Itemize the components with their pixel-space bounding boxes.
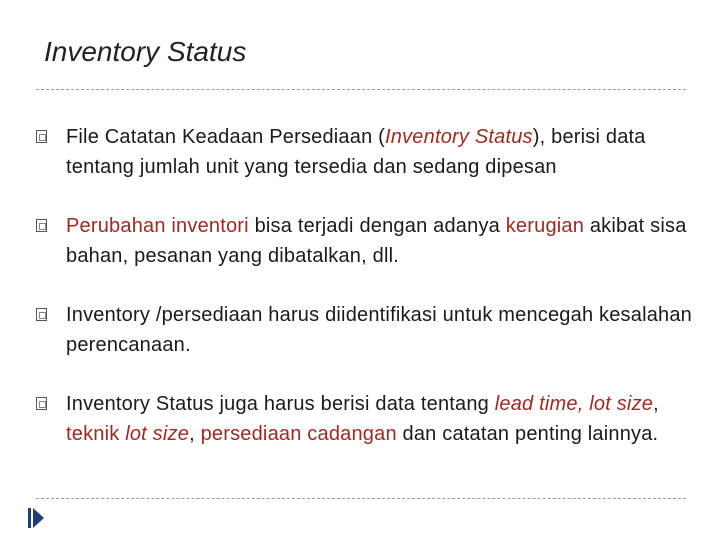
text-segment-emphasis: persediaan cadangan [200,423,397,445]
bullet-text [66,393,659,445]
text-segment: bisa terjadi dengan adanya [248,215,506,237]
bullet-item [36,300,696,360]
box-bullet-icon [36,219,47,232]
text-segment-emphasis: Inventory Status [385,126,533,148]
text-segment: , [653,393,659,415]
text-segment-emphasis: kerugian [505,215,585,237]
bullet-item [36,211,696,271]
next-slide-arrow-icon[interactable] [33,508,44,528]
text-segment-emphasis: lot size [125,423,190,445]
bullet-text [66,215,687,267]
text-segment: akibat sisa bahan, pesanan yang dibatalkan, dll. [66,215,687,267]
footer-divider [36,498,686,499]
bullet-list [36,122,696,449]
next-slide-bar-icon[interactable] [28,508,31,528]
bullet-item [36,389,696,449]
text-segment-emphasis: lot size [589,393,654,415]
bullet-text [66,304,692,356]
bullet-item [36,122,696,182]
text-segment: dan catatan penting lainnya. [396,423,659,445]
slide-title: Inventory Status [44,36,247,67]
text-segment-emphasis: Perubahan inventori [66,215,249,237]
bullet-text [66,126,646,178]
text-segment: Inventory Status juga harus berisi data tentang [66,393,495,415]
text-segment: ), berisi data tentang jumlah unit yang tersedia dan sedang dipesan [66,126,646,178]
box-bullet-icon [36,397,47,410]
box-bullet-icon [36,130,47,143]
text-segment: , [189,423,201,445]
box-bullet-icon [36,308,47,321]
title-divider [36,89,686,90]
text-segment: Inventory /persediaan harus diidentifikasi untuk mencegah kesalahan perencanaan. [66,304,693,356]
text-segment-emphasis: lead time, [494,393,584,415]
text-segment-emphasis: teknik [66,423,126,445]
text-segment: File Catatan Keadaan Persediaan ( [66,126,386,148]
